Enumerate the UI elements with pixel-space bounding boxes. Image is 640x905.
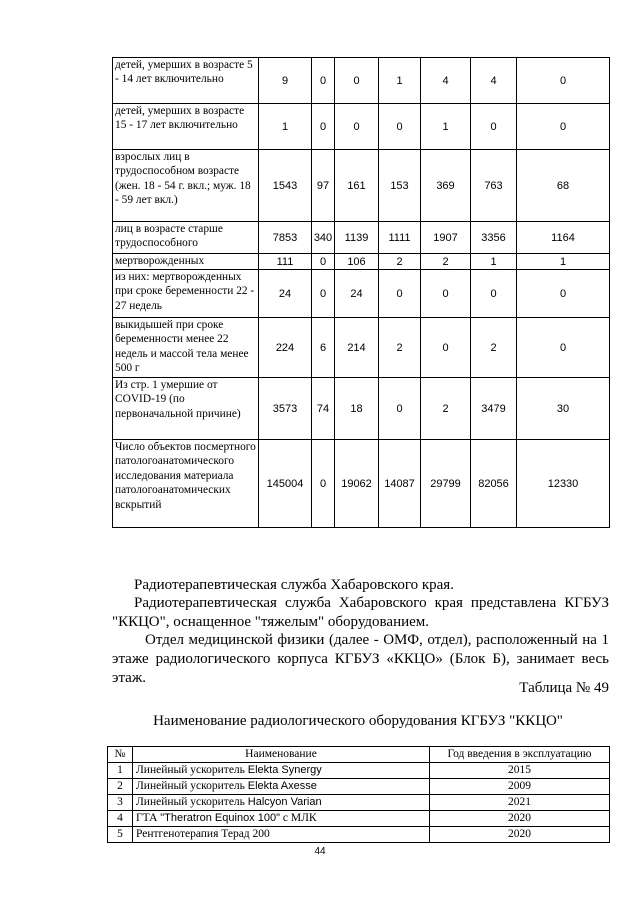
cell-value: 2 [379,254,421,270]
cell-value: 0 [517,318,610,378]
cell-value: 4 [421,58,471,104]
cell-value: 1111 [379,222,421,254]
cell-value: 0 [312,270,335,318]
cell-value: 74 [312,378,335,440]
cell-value: 0 [312,254,335,270]
cell-value: 0 [335,104,379,150]
paragraph-heading: Радиотерапевтическая служба Хабаровского края. [134,577,454,593]
cell-value: 340 [312,222,335,254]
cell-value: 3573 [259,378,312,440]
cell-value: 0 [312,440,335,528]
cell-value: 9 [259,58,312,104]
cell-value: 2 [421,378,471,440]
cell-value: 97 [312,150,335,222]
equipment-header-row [108,747,610,763]
table-row [113,254,610,270]
row-label: лиц в возрасте старше трудоспособного [113,222,259,254]
equipment-name: Линейный ускоритель Halcyon Varian [133,795,430,811]
cell-value: 0 [517,270,610,318]
table-row [113,270,610,318]
equipment-row [108,811,610,827]
equipment-row [108,827,610,843]
row-label: детей, умерших в возрасте 5 - 14 лет включительно [113,58,259,104]
table-row [113,440,610,528]
cell-value: 0 [379,378,421,440]
cell-value: 2 [421,254,471,270]
header-year: Год введения в эксплуатацию [430,747,610,763]
mortality-table [112,57,610,528]
cell-value: 2 [379,318,421,378]
equipment-number: 3 [108,795,133,811]
table-row [113,378,610,440]
header-number: № [108,747,133,763]
equipment-number: 4 [108,811,133,827]
cell-value: 153 [379,150,421,222]
cell-value: 0 [312,104,335,150]
equipment-number: 2 [108,779,133,795]
cell-value: 763 [471,150,517,222]
cell-value: 0 [312,58,335,104]
equipment-year: 2020 [430,811,610,827]
cell-value: 19062 [335,440,379,528]
cell-value: 24 [335,270,379,318]
equipment-name: Рентгенотерапия Терад 200 [133,827,430,843]
row-label: выкидышей при сроке беременности менее 22 недель и массой тела менее 500 г [113,318,259,378]
table-title: Наименование радиологического оборудования КГБУЗ "ККЦО" [153,713,563,729]
equipment-year: 2020 [430,827,610,843]
cell-value: 1907 [421,222,471,254]
cell-value: 0 [471,270,517,318]
equipment-year: 2009 [430,779,610,795]
header-name: Наименование [133,747,430,763]
cell-value: 214 [335,318,379,378]
row-label: из них: мертворожденных при сроке беременности 22 - 27 недель [113,270,259,318]
cell-value: 2 [471,318,517,378]
cell-value: 0 [379,104,421,150]
cell-value: 12330 [517,440,610,528]
cell-value: 0 [517,58,610,104]
cell-value: 106 [335,254,379,270]
cell-value: 29799 [421,440,471,528]
equipment-row [108,779,610,795]
page-number: 44 [314,846,326,857]
cell-value: 3479 [471,378,517,440]
cell-value: 1543 [259,150,312,222]
equipment-row [108,795,610,811]
cell-value: 224 [259,318,312,378]
row-label: детей, умерших в возрасте 15 - 17 лет включительно [113,104,259,150]
table-label: Таблица № 49 [519,680,609,696]
table-row [113,222,610,254]
equipment-year: 2021 [430,795,610,811]
table-row [113,58,610,104]
table-row [113,318,610,378]
cell-value: 1 [517,254,610,270]
equipment-name: Линейный ускоритель Elekta Axesse [133,779,430,795]
cell-value: 1 [379,58,421,104]
equipment-row [108,763,610,779]
cell-value: 145004 [259,440,312,528]
cell-value: 30 [517,378,610,440]
cell-value: 14087 [379,440,421,528]
equipment-number: 5 [108,827,133,843]
row-label: Из стр. 1 умершие от COVID-19 (по первоначальной причине) [113,378,259,440]
row-label: взрослых лиц в трудоспособном возрасте (жен. 18 - 54 г. вкл.; муж. 18 - 59 лет вкл.) [113,150,259,222]
cell-value: 0 [471,104,517,150]
table-row [113,104,610,150]
cell-value: 3356 [471,222,517,254]
cell-value: 0 [421,318,471,378]
row-label: Число объектов посмертного патологоанатомического исследования материала патологоанатомических вскрытий [113,440,259,528]
cell-value: 6 [312,318,335,378]
cell-value: 0 [379,270,421,318]
equipment-table [107,746,610,843]
cell-value: 7853 [259,222,312,254]
equipment-name: Линейный ускоритель Elekta Synergy [133,763,430,779]
cell-value: 161 [335,150,379,222]
cell-value: 1139 [335,222,379,254]
equipment-name: ГТА "Theratron Equinox 100" с МЛК [133,811,430,827]
cell-value: 0 [335,58,379,104]
cell-value: 1 [471,254,517,270]
cell-value: 4 [471,58,517,104]
cell-value: 1164 [517,222,610,254]
cell-value: 1 [421,104,471,150]
cell-value: 111 [259,254,312,270]
cell-value: 0 [421,270,471,318]
equipment-year: 2015 [430,763,610,779]
document-page: детей, умерших в возрасте 5 - 14 лет включительно 9 0 0 1 4 4 0 детей, умерших в возрасте 15 - 17 лет включительно 1 0 0 0 1 0 0 взрослых лиц в трудоспособном возрасте (жен. 18 - 54 г. вкл.; муж. 18 - 59 лет вкл.) 1543 97 161 153 369 763 68 лиц в возрасте старше трудоспособного 7853 340 1139 1111 1907 3356 1164 мертворожденных 111 0 106 2 2 1 1 из них: мертворожденных при сроке беременности 22 - 27 недель 24 0 24 0 0 0 0 выкидышей при сроке беременности менее 22 недель и массой тела менее 500 г 224 6 214 2 0 2 0 Из стр. 1 умершие от COVID-19 (по первоначальной причине) 3573 74 18 0 2 3479 30 Число объектов посмертного патологоанатомического исследования материала патологоанатомических вскрытий 145004 0 19062 14087 29799 82056 12330 Радиотерапевтическая служба Хабаровского края. Радиотерапевтическая служба Хабаровского края представлена КГБУЗ "ККЦО", оснащенное "тяжелым" оборудованием. Отдел медицинской физики (далее - ОМФ, отдел), расположенный на 1 этаже радиологического корпуса КГБУЗ «ККЦО» (Блок Б), занимает весь этаж. Таблица № 49 Наименование радиологического оборудования КГБУЗ "ККЦО" № Наименование Год введения в эксплуатацию 1 Линейный ускоритель Elekta Synergy 2015 2 Линейный ускоритель Elekta Axesse 2009 3 Линейный ускоритель Halcyon Varian 2021 4 ГТА "Theratron Equinox 100" с МЛК 2020 5 Рентгенотерапия Терад 200 2020 44 [0,0,640,905]
cell-value: 18 [335,378,379,440]
equipment-number: 1 [108,763,133,779]
cell-value: 0 [517,104,610,150]
cell-value: 68 [517,150,610,222]
cell-value: 1 [259,104,312,150]
table-row [113,150,610,222]
cell-value: 82056 [471,440,517,528]
cell-value: 369 [421,150,471,222]
cell-value: 24 [259,270,312,318]
row-label: мертворожденных [113,254,259,270]
